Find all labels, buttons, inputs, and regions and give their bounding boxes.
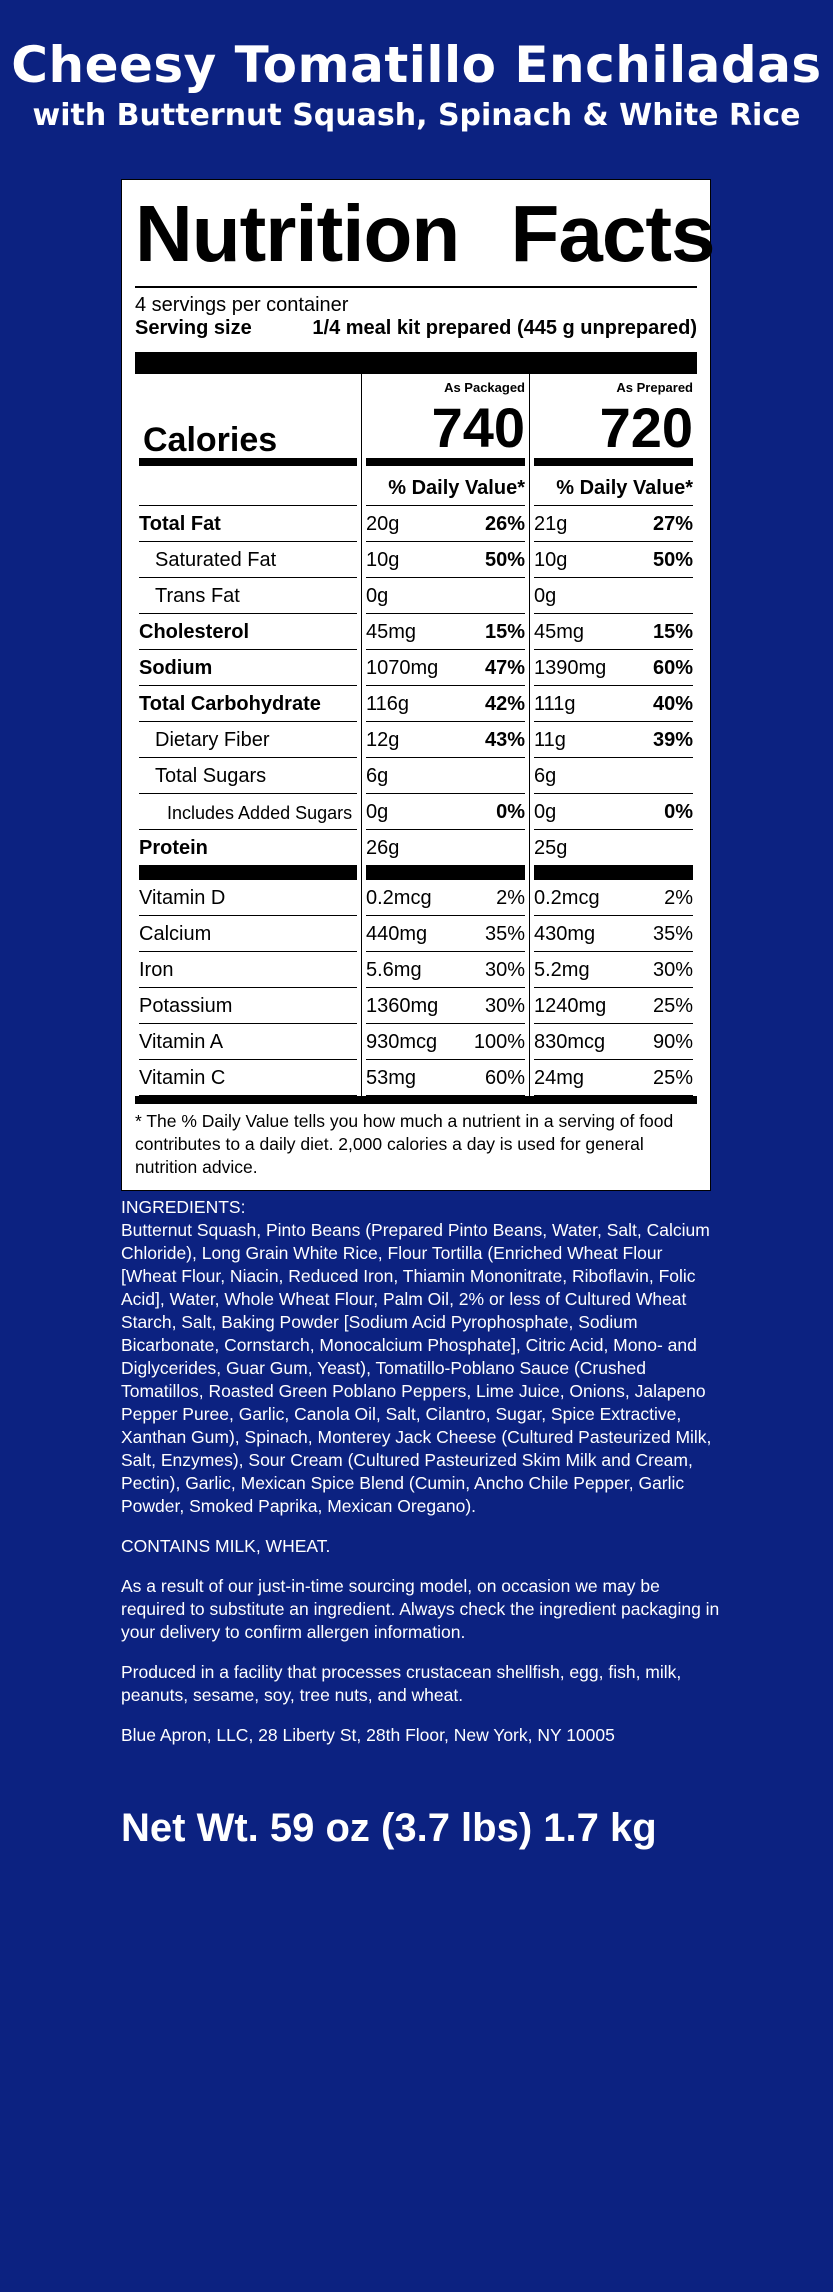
nutrition-facts-panel — [121, 179, 715, 1191]
prepared-daily-value: 15% — [652, 621, 693, 643]
nutrient-row — [135, 722, 697, 758]
prepared-amount: 1240mg — [534, 995, 607, 1017]
prepared-daily-value: 25% — [652, 1067, 693, 1089]
packaged-daily-value: 47% — [484, 657, 525, 679]
nutrient-row — [135, 758, 697, 794]
facility-notice: Produced in a facility that processes crustacean shellfish, egg, fish, milk, peanuts, sesame, soy, tree nuts, and wheat. — [121, 1662, 682, 1705]
packaged-amount: 0.2mcg — [366, 887, 432, 909]
nutrient-row — [135, 614, 697, 650]
allergen-statement: CONTAINS MILK, WHEAT. — [121, 1536, 331, 1556]
nutrient-label: Saturated Fat — [155, 549, 277, 571]
product-title-block — [0, 0, 833, 136]
nutrient-label: Total Carbohydrate — [139, 693, 321, 715]
nutrient-label: Cholesterol — [139, 621, 250, 643]
packaged-amount: 45mg — [366, 621, 417, 643]
prepared-amount: 11g — [534, 729, 566, 751]
as-prepared-label: As Prepared — [616, 380, 693, 395]
packaged-amount: 26g — [366, 837, 400, 859]
packaged-amount: 1070mg — [366, 657, 439, 679]
vitamin-row — [135, 1060, 697, 1096]
nutrient-row — [135, 794, 697, 830]
prepared-amount: 1390mg — [534, 657, 607, 679]
prepared-amount: 25g — [534, 837, 568, 859]
packaged-amount: 20g — [366, 513, 400, 535]
prepared-daily-value: 30% — [652, 959, 693, 981]
heading-divider — [135, 286, 697, 288]
calories-prepared: 720 — [599, 396, 693, 459]
serving-size-label: Serving size — [135, 317, 252, 339]
nutrition-facts-heading: Nutrition Facts — [135, 189, 715, 278]
prepared-daily-value: 40% — [652, 693, 693, 715]
packaged-daily-value: 43% — [484, 729, 525, 751]
prepared-amount: 0g — [534, 801, 557, 823]
prepared-daily-value: 50% — [652, 549, 693, 571]
packaged-daily-value: 30% — [484, 995, 525, 1017]
prepared-amount: 21g — [534, 513, 568, 535]
nutrient-label: Calcium — [139, 923, 212, 945]
serving-divider-bar — [135, 352, 697, 374]
nutrient-label: Total Fat — [139, 513, 221, 535]
packaged-daily-value: 50% — [484, 549, 525, 571]
packaged-daily-value: 42% — [484, 693, 525, 715]
as-packaged-label: As Packaged — [444, 380, 525, 395]
vitamin-row — [135, 1024, 697, 1060]
packaged-amount: 0g — [366, 801, 389, 823]
vitamin-divider-bar — [135, 866, 697, 880]
dv-header-packaged: % Daily Value* — [388, 477, 525, 499]
packaged-daily-value: 26% — [484, 513, 525, 535]
ingredients-section — [121, 1196, 721, 1764]
calories-row — [135, 374, 697, 466]
nutrient-table — [135, 374, 697, 1096]
nutrient-label: Total Sugars — [155, 765, 267, 787]
product-subtitle: with Butternut Squash, Spinach & White Rice — [32, 98, 801, 133]
prepared-amount: 0.2mcg — [534, 887, 600, 909]
packaged-daily-value: 15% — [484, 621, 525, 643]
calories-packaged: 740 — [431, 396, 525, 459]
packaged-daily-value: 2% — [496, 887, 525, 909]
prepared-amount: 45mg — [534, 621, 585, 643]
packaged-amount: 10g — [366, 549, 400, 571]
prepared-amount: 10g — [534, 549, 568, 571]
nutrient-label: Includes Added Sugars — [167, 803, 353, 823]
prepared-daily-value: 0% — [664, 801, 693, 823]
nutrient-row — [135, 542, 697, 578]
prepared-amount: 6g — [534, 765, 557, 787]
vitamin-row — [135, 880, 697, 916]
prepared-daily-value: 35% — [652, 923, 693, 945]
company-address: Blue Apron, LLC, 28 Liberty St, 28th Floor, New York, NY 10005 — [121, 1725, 615, 1745]
nutrient-row — [135, 830, 697, 866]
nutrient-label: Vitamin C — [139, 1067, 226, 1089]
packaged-daily-value: 30% — [484, 959, 525, 981]
dv-header-prepared: % Daily Value* — [556, 477, 693, 499]
packaged-amount: 6g — [366, 765, 389, 787]
nutrient-label: Vitamin D — [139, 887, 226, 909]
vitamin-row — [135, 916, 697, 952]
nutrient-label: Potassium — [139, 995, 233, 1017]
prepared-daily-value: 2% — [664, 887, 693, 909]
packaged-daily-value: 60% — [484, 1067, 525, 1089]
prepared-daily-value: 39% — [652, 729, 693, 751]
packaged-amount: 5.6mg — [366, 959, 422, 981]
prepared-amount: 24mg — [534, 1067, 585, 1089]
packaged-daily-value: 0% — [496, 801, 525, 823]
nutrient-row — [135, 650, 697, 686]
prepared-daily-value: 60% — [652, 657, 693, 679]
product-title: Cheesy Tomatillo Enchiladas — [11, 36, 822, 94]
packaged-daily-value: 35% — [484, 923, 525, 945]
footnote-divider-bar — [135, 1096, 697, 1104]
prepared-daily-value: 25% — [652, 995, 693, 1017]
nutrient-label: Iron — [139, 959, 174, 981]
packaged-amount: 12g — [366, 729, 400, 751]
nutrient-label: Dietary Fiber — [155, 729, 270, 751]
nutrient-row — [135, 578, 697, 614]
vitamin-row — [135, 988, 697, 1024]
calories-label: Calories — [143, 421, 278, 459]
daily-value-header-row — [135, 466, 697, 506]
nutrient-label: Trans Fat — [155, 585, 240, 607]
serving-size-value: 1/4 meal kit prepared (445 g unprepared) — [312, 317, 697, 339]
prepared-amount: 5.2mg — [534, 959, 590, 981]
packaged-daily-value: 100% — [473, 1031, 525, 1053]
prepared-amount: 111g — [534, 693, 576, 715]
daily-value-footnote: * The % Daily Value tells you how much a nutrient in a serving of food contributes to a daily diet. 2,000 calories a day is used for general nutrition advice. — [135, 1111, 674, 1177]
prepared-amount: 830mcg — [534, 1031, 606, 1053]
prepared-amount: 0g — [534, 585, 557, 607]
packaged-amount: 0g — [366, 585, 389, 607]
packaged-amount: 1360mg — [366, 995, 439, 1017]
prepared-amount: 430mg — [534, 923, 596, 945]
nutrient-label: Protein — [139, 837, 208, 859]
packaged-amount: 116g — [366, 693, 410, 715]
packaged-amount: 440mg — [366, 923, 428, 945]
prepared-daily-value: 90% — [652, 1031, 693, 1053]
prepared-daily-value: 27% — [652, 513, 693, 535]
servings-per-container: 4 servings per container — [135, 294, 349, 316]
ingredients-list: Butternut Squash, Pinto Beans (Prepared Pinto Beans, Water, Salt, Calcium Chloride), Long Grain White Rice, Flour Tortilla (Enriched Wheat Flour [Wheat Flour, Niacin, Reduced Iron, Thiamin Mononitrate, Riboflavin, Folic Acid], Water, Whole Wheat Flour, Palm Oil, 2% or less of Cultured Wheat Starch, Salt, Baking Powder [Sodium Acid Pyrophosphate, Sodium Bicarbonate, Cornstarch, Monocalcium Phosphate], Citric Acid, Mono- and Diglycerides, Guar Gum, Yeast), Tomatillo-Poblano Sauce (Crushed Tomatillos, Roasted Green Poblano Peppers, Lime Juice, Onions, Jalapeno Pepper Puree, Garlic, Canola Oil, Salt, Cilantro, Sugar, Spice Extractive, Xanthan Gum), Spinach, Monterey Jack Cheese (Cultured Pasteurized Milk, Salt, Enzymes), Sour Cream (Cultured Pasteurized Skim Milk and Cream, Pectin), Garlic, Mexican Spice Blend (Cumin, Ancho Chile Pepper, Garlic Powder, Smoked Paprika, Mexican Oregano). — [121, 1220, 712, 1516]
net-weight: Net Wt. 59 oz (3.7 lbs) 1.7 kg — [121, 1806, 657, 1850]
packaged-amount: 930mcg — [366, 1031, 438, 1053]
nutrient-row — [135, 686, 697, 722]
nutrient-row — [135, 506, 697, 542]
sourcing-notice: As a result of our just-in-time sourcing model, on occasion we may be required to substitute an ingredient. Always check the ingredient packaging in your delivery to confirm allergen information. — [121, 1576, 720, 1642]
vitamin-row — [135, 952, 697, 988]
nutrient-label: Sodium — [139, 657, 213, 679]
ingredients-heading: INGREDIENTS: — [121, 1197, 246, 1217]
nutrient-label: Vitamin A — [139, 1031, 224, 1053]
serving-size-row — [135, 316, 697, 340]
packaged-amount: 53mg — [366, 1067, 417, 1089]
